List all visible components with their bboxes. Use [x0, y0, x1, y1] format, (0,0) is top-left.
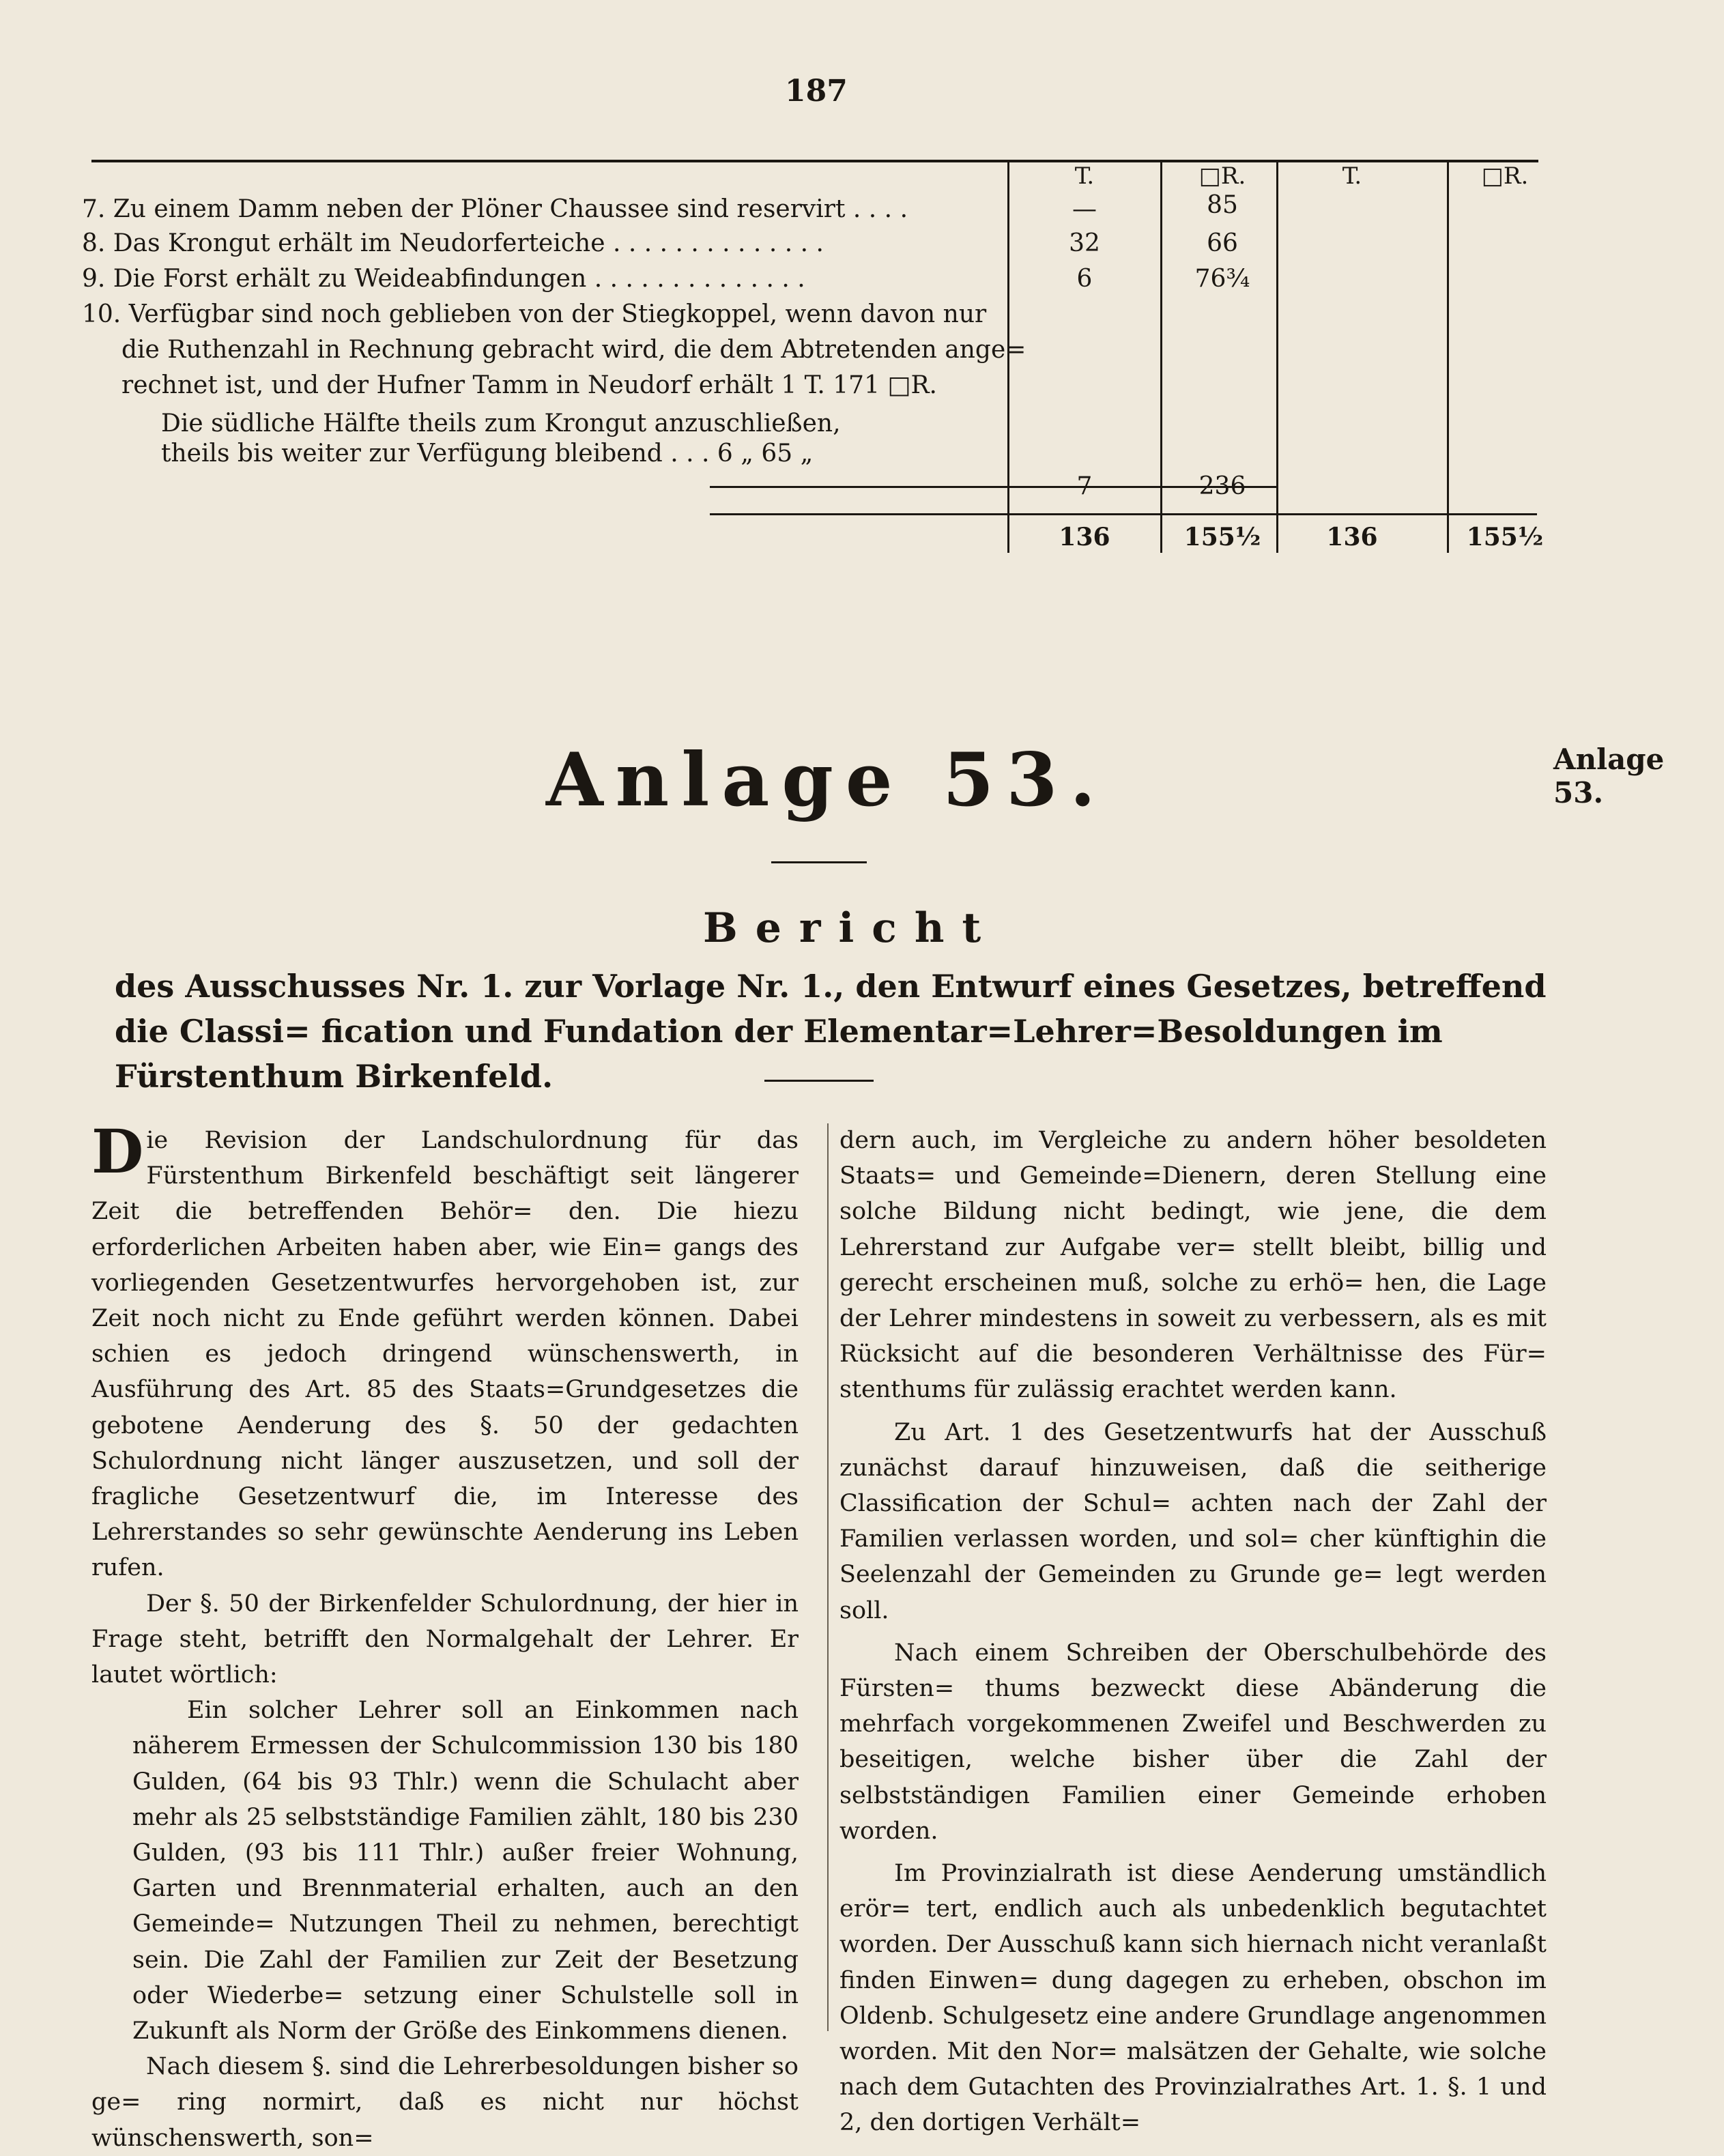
anlage-title: Anlage 53.	[546, 737, 1108, 823]
total-r2: 155½	[1466, 523, 1544, 551]
table-row-7-t: —	[1072, 195, 1097, 223]
table-header-r1: □R.	[1198, 162, 1246, 190]
divider-short	[771, 861, 867, 863]
table-col-rule	[1447, 161, 1449, 553]
right-column	[839, 1123, 1547, 2141]
table-row-8: 8. Das Krongut erhält im Neudorferteiche . . . . . . . . . . . . . .	[82, 229, 824, 257]
divider-short-2	[764, 1080, 874, 1082]
right-paragraph-4: Im Provinzialrath ist diese Aenderung umständlich erör= tert, endlich auch als unbedenklich begutachtet worden. Der Ausschuß kann sich hiernach nicht veranlaßt finden Einwen= dung dagegen zu erheben, obschon im Oldenb. Schulgesetz eine andere Grundlage angenommen worden. Mit den Nor= malsätzen der Gehalte, wie solche nach dem Gutachten des Provinzialrathes Art. 1. §. 1 und 2, den dortigen Verhält=	[839, 1860, 1547, 2137]
table-row-10-line4: Die südliche Hälfte theils zum Krongut anzuschließen,	[161, 409, 841, 437]
anlage-margin-label: Anlage 53.	[1553, 743, 1665, 809]
table-row-10-line5: theils bis weiter zur Verfügung bleibend . . . 6 „ 65 „	[161, 440, 814, 468]
subtitle: des Ausschusses Nr. 1. zur Vorlage Nr. 1., den Entwurf eines Gesetzes, betreffend die Classi= fication und Fundation der Elementar=Lehrer=Besoldungen im Fürstenthum Birkenfeld.	[115, 968, 1547, 1095]
total-t2: 136	[1326, 523, 1378, 551]
subtotal-r: 236	[1198, 472, 1246, 500]
table-header-t2: T.	[1342, 162, 1362, 190]
table-col-rule	[1160, 161, 1162, 553]
table-row-9: 9. Die Forst erhält zu Weideabfindungen . . . . . . . . . . . . . .	[82, 265, 805, 293]
dropcap: D	[91, 1116, 144, 1187]
left-paragraph-3: Nach diesem §. sind die Lehrerbesoldungen bisher so ge= ring normirt, daß es nicht nur höchst wünschenswerth, son=	[91, 2053, 799, 2152]
page-number: 187	[785, 74, 848, 109]
left-paragraph-2: Der §. 50 der Birkenfelder Schulordnung, der hier in Frage steht, betrifft den Normalgehalt der Lehrer. Er lautet wörtlich:	[91, 1590, 799, 1689]
table-header-r2: □R.	[1481, 162, 1529, 190]
table-row-10-line1: 10. Verfügbar sind noch geblieben von der Stiegkoppel, wenn davon nur	[82, 300, 987, 328]
table-col-rule	[1276, 161, 1278, 553]
left-column	[91, 1116, 799, 2156]
table-row-9-t: 6	[1076, 265, 1093, 293]
table-row-7: 7. Zu einem Damm neben der Plöner Chaussee sind reservirt . . . .	[82, 195, 908, 223]
table-row-8-t: 32	[1069, 229, 1100, 257]
totals-rule	[710, 513, 1537, 515]
right-paragraph-3: Nach einem Schreiben der Oberschulbehörde des Fürsten= thums bezweckt diese Abänderung die mehrfach vorgekommenen Zweifel und Beschwerden zu beseitigen, welche bisher über die Zahl der selbstständigen Familien einer Gemeinde erhoben worden.	[839, 1639, 1547, 1845]
right-paragraph-1: dern auch, im Vergleiche zu andern höher besoldeten Staats= und Gemeinde=Dienern, deren Stellung eine solche Bildung nicht bedingt, wie jene, die dem Lehrerstand zur Aufgabe ver= stellt bleibt, billig und gerecht erscheinen muß, solche zu erhö= hen, die Lage der Lehrer mindestens in soweit zu verbessern, als es mit Rücksicht auf die besonderen Verhältnisse des Für= stenthums für zulässig erachtet werden kann.	[839, 1127, 1547, 1404]
left-quote: Ein solcher Lehrer soll an Einkommen nach näherem Ermessen der Schulcommission 130 bis 180 Gulden, (64 bis 93 Thlr.) wenn die Schulacht aber mehr als 25 selbstständige Familien zählt, 180 bis 230 Gulden, (93 bis 111 Thlr.) außer freier Wohnung, Garten und Brennmaterial erhalten, auch an den Gemeinde= Nutzungen Theil zu nehmen, berechtigt sein. Die Zahl der Familien zur Zeit der Besetzung oder Wiederbe= setzung einer Schulstelle soll in Zukunft als Norm der Größe des Einkommens dienen.	[132, 1697, 799, 2045]
table-row-9-r: 76¾	[1194, 265, 1250, 293]
right-paragraph-2: Zu Art. 1 des Gesetzentwurfs hat der Ausschuß zunächst darauf hinzuweisen, daß die seitherige Classification der Schul= achten nach der Zahl der Familien verlassen worden, und sol= cher künftighin die Seelenzahl der Gemeinden zu Grunde ge= legt werden soll.	[839, 1418, 1547, 1624]
table-header-t1: T.	[1074, 162, 1095, 190]
subtotal-t: 7	[1076, 472, 1093, 500]
left-paragraph-1: ie Revision der Landschulordnung für das Fürstenthum Birkenfeld beschäftigt seit längerer Zeit die betreffenden Behör= den. Die hiezu erforderlichen Arbeiten haben aber, wie Ein= gangs des vorliegenden Gesetzentwurfes hervorgehoben ist, zur Zeit noch nicht zu Ende geführt werden können. Dabei schien es jedoch dringend wünschenswerth, in Ausführung des Art. 85 des Staats=Grundgesetzes die gebotene Aenderung des §. 50 der gedachten Schulordnung nicht länger auszusetzen, und soll der fragliche Gesetzentwurf die, im Interesse des Lehrerstandes so sehr gewünschte Aenderung ins Leben rufen.	[91, 1127, 799, 1582]
bericht-title: Bericht	[703, 904, 999, 952]
table-row-10-line2: die Ruthenzahl in Rechnung gebracht wird, die dem Abtretenden ange=	[121, 336, 1026, 364]
table-row-10-line3: rechnet ist, und der Hufner Tamm in Neudorf erhält 1 T. 171 □R.	[121, 371, 937, 399]
total-r1: 155½	[1183, 523, 1261, 551]
total-t1: 136	[1059, 523, 1110, 551]
column-separator	[827, 1123, 829, 2031]
table-row-8-r: 66	[1207, 229, 1238, 257]
table-row-7-r: 85	[1207, 191, 1238, 219]
